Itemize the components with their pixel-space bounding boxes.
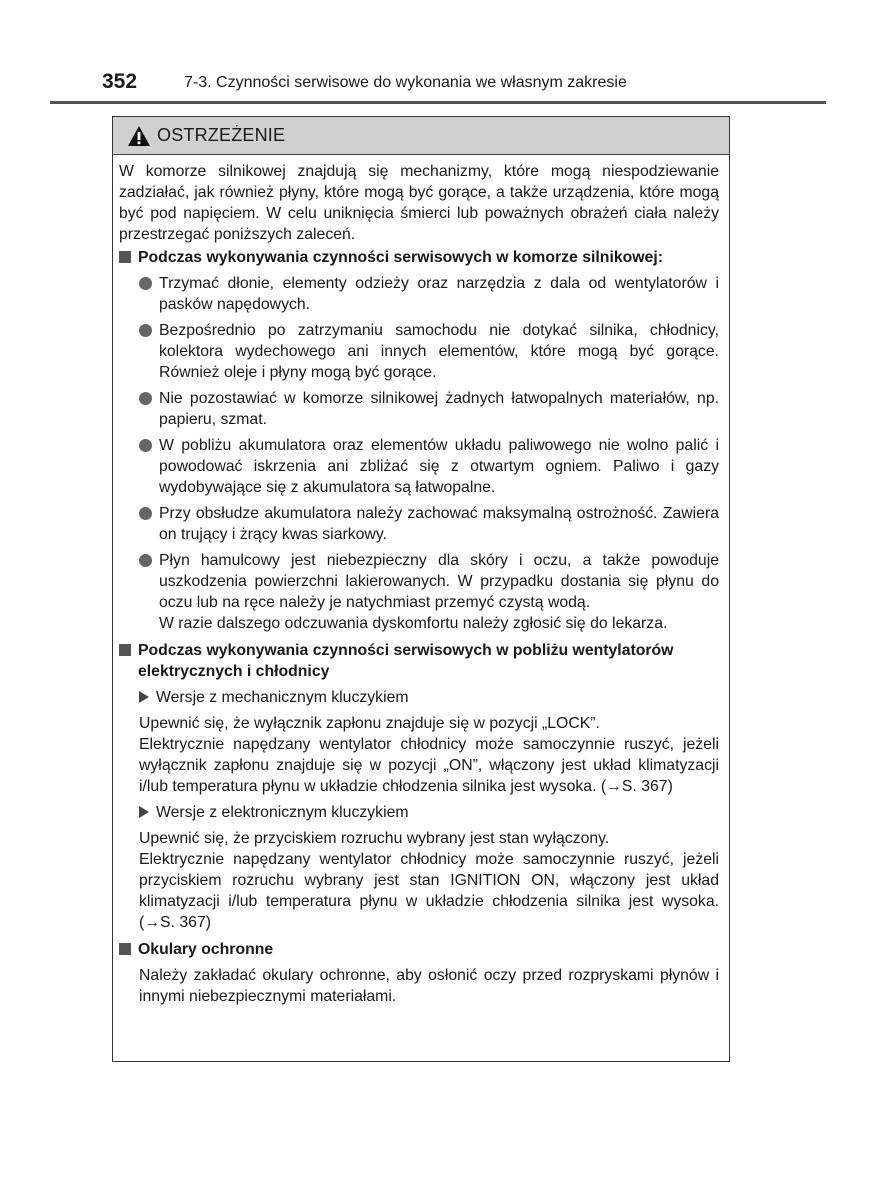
page-number: 352 [102,70,138,93]
section-heading-engine-compartment [119,247,719,268]
square-bullet-icon [119,943,131,955]
list-item: Przy obsłudze akumulatora należy zachować maksymalną ostrożność. Zawiera on trujący i żrący kwas siarkowy. [139,503,719,545]
warning-triangle-icon [127,125,151,147]
section-heading-text: Okulary ochronne [138,941,274,958]
header-divider [50,101,826,104]
list-item: Trzymać dłonie, elementy odzieży oraz narzędzia z dala od wentylatorów i pasków napędowych. [139,273,719,315]
triangle-bullet-icon [139,806,149,818]
section-heading-text: Podczas wykonywania czynności serwisowych w pobliżu wentylatorów elektrycznych i chłodnicy [138,642,674,680]
round-bullet-icon [139,439,152,452]
list-item: W pobliżu akumulatora oraz elementów układu paliwowego nie wolno palić i powodować iskrzenia ani zbliżać się z otwartym ogniem. Paliwo i gazy wydobywające się z akumulatora są łatwopalne. [139,435,719,498]
chapter-title: 7-3. Czynności serwisowe do wykonania we własnym zakresie [184,74,627,91]
triangle-bullet-icon [139,691,149,703]
square-bullet-icon [119,251,131,263]
paragraph: Upewnić się, że przyciskiem rozruchu wybrany jest stan wyłączony. [139,830,610,847]
warning-title: OSTRZEŻENIE [157,125,286,145]
round-bullet-icon [139,554,152,567]
warning-content [119,161,719,1007]
warning-intro: W komorze silnikowej znajdują się mechanizmy, które mogą niespodziewanie zadziałać, jak również płyny, które mogą być gorące, a także urządzenia, które mogą być pod napięciem. W celu uniknięcia śmierci lub poważnych obrażeń ciała należy przestrzegać poniższych zaleceń. [119,163,719,243]
round-bullet-icon [139,507,152,520]
round-bullet-icon [139,277,152,290]
warning-box [112,116,730,1062]
round-bullet-icon [139,324,152,337]
paragraph: Elektrycznie napędzany wentylator chłodnicy może samoczynnie ruszyć, jeżeli wyłącznik zapłonu znajduje się w pozycji „ON”, włączony jest układ klimatyzacji i/lub temperatura płynu w układzie chłodzenia silnika jest wysoka. (→S. 367) [139,736,719,795]
round-bullet-icon [139,392,152,405]
section-heading-text: Podczas wykonywania czynności serwisowych w komorze silnikowej: [138,249,663,266]
square-bullet-icon [119,644,131,656]
list-item: Nie pozostawiać w komorze silnikowej żadnych łatwopalnych materiałów, np. papieru, szmat. [139,388,719,430]
subheading-electronic-key: Wersje z elektronicznym kluczykiem [139,802,719,823]
warning-header [113,117,729,155]
subheading-mechanical-key: Wersje z mechanicznym kluczykiem [139,687,719,708]
list-item: Bezpośrednio po zatrzymaniu samochodu nie dotykać silnika, chłodnicy, kolektora wydechowego ani innych elementów, które mogą być gorące. Również oleje i płyny mogą być gorące. [139,320,719,383]
section-heading-goggles [119,939,719,960]
list-item-continuation: W razie dalszego odczuwania dyskomfortu należy zgłosić się do lekarza. [159,615,668,632]
paragraph: Należy zakładać okulary ochronne, aby osłonić oczy przed rozpryskami płynów i innymi niebezpiecznymi materiałami. [139,967,719,1005]
paragraph: Elektrycznie napędzany wentylator chłodnicy może samoczynnie ruszyć, jeżeli przyciskiem rozruchu wybrany jest stan IGNITION ON, włączony jest układ klimatyzacji i/lub temperatura płynu w układzie chłodzenia silnika jest wysoka. (→S. 367) [139,851,719,931]
paragraph: Upewnić się, że wyłącznik zapłonu znajduje się w pozycji „LOCK”. [139,715,600,732]
section-heading-fans-radiator [119,640,719,682]
list-item: Płyn hamulcowy jest niebezpieczny dla skóry i oczu, a także powoduje uszkodzenia powierzchni lakierowanych. W przypadku dostania się płynu do oczu lub na ręce należy je natychmiast przemyć czystą wodą. [139,550,719,613]
page-header [102,70,802,100]
